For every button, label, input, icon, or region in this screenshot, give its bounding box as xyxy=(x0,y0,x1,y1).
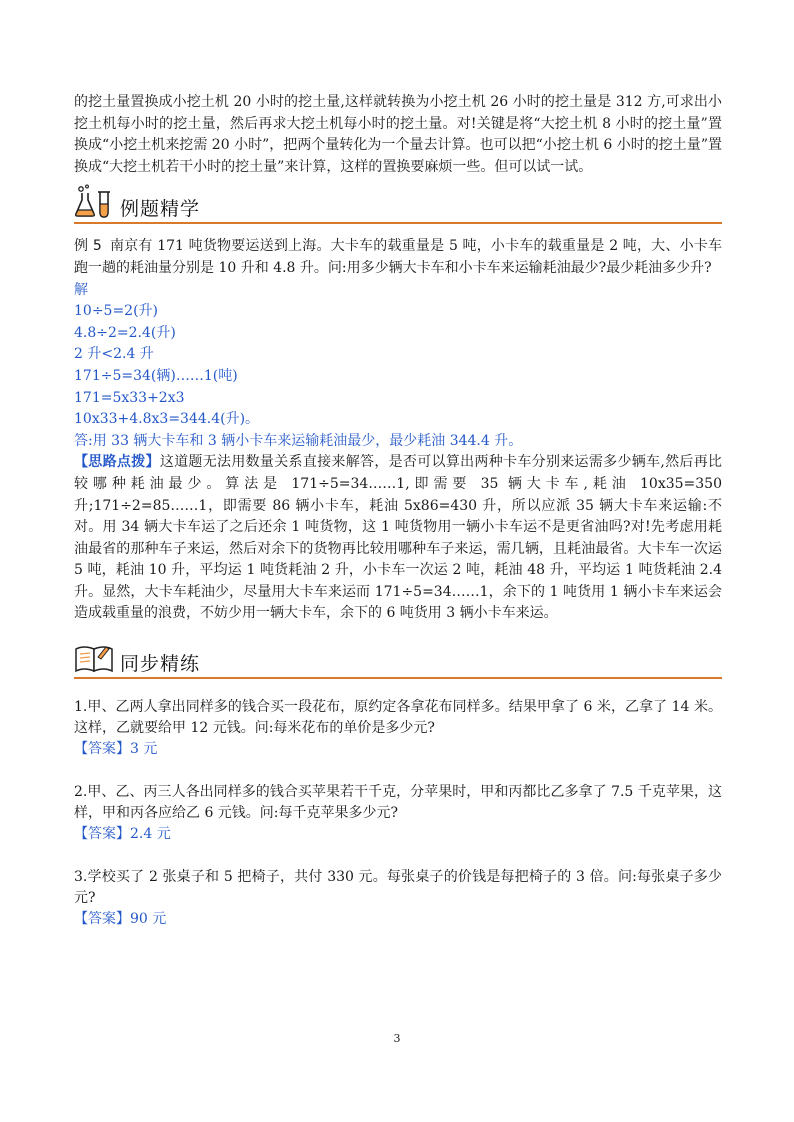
section-header-practice xyxy=(74,635,722,679)
hint-tag: 【思路点拨】 xyxy=(74,454,160,471)
exercise-item xyxy=(74,867,722,930)
page-number: 3 xyxy=(393,1032,401,1045)
section-title: 例题精学 xyxy=(120,198,201,221)
exercise-question: 3.学校买了 2 张桌子和 5 把椅子，共付 330 元。每张桌子的价钱是每把椅子的 3 倍。问:每张桌子多少元? xyxy=(74,869,722,907)
answer-value: 90 元 xyxy=(130,911,167,928)
example-question-text: 南京有 171 吨货物要运送到上海。大卡车的载重量是 5 吨，小卡车的载重量是 2 吨，大、小卡车跑一趟的耗油量分别是 10 升和 4.8 升。问:用多少辆大卡车和小卡车来运输耗油最少?最少耗油多少升? xyxy=(74,238,722,276)
example-label: 例 5 xyxy=(74,238,102,255)
exercise-question: 2.甲、乙、丙三人各出同样多的钱合买苹果若干千克，分苹果时，甲和丙都比乙多拿了 7.5 千克苹果，这样，甲和丙各应给乙 6 元钱。问:每千克苹果多少元? xyxy=(74,784,722,822)
section-divider xyxy=(74,677,722,679)
answer-value: 2.4 元 xyxy=(130,826,171,843)
exercise-answer xyxy=(74,739,722,760)
exercise-answer xyxy=(74,909,722,930)
flask-icon xyxy=(74,184,112,222)
exercise-item xyxy=(74,782,722,845)
solution-line: 171÷5=34(辆)……1(吨) xyxy=(74,367,238,384)
open-book-icon xyxy=(74,643,114,677)
answer-value: 3 元 xyxy=(130,741,158,758)
hint-paragraph xyxy=(74,452,722,625)
solution-line: 10÷5=2(升) xyxy=(74,303,159,320)
solution-line: 10x33+4.8x3=344.4(升)。 xyxy=(74,411,260,428)
section-title: 同步精练 xyxy=(120,653,201,676)
example-question xyxy=(74,236,722,279)
answer-tag: 【答案】 xyxy=(74,741,130,758)
solution-answer: 答:用 33 辆大卡车和 3 辆小卡车来运输耗油最少，最少耗油 344.4 升。 xyxy=(74,432,523,449)
exercise-answer xyxy=(74,824,722,845)
intro-paragraph: 的挖土量置换成小挖土机 20 小时的挖土量,这样就转换为小挖土机 26 小时的挖土量是 312 方,可求出小挖土机每小时的挖土量，然后再求大挖土机每小时的挖土量。对!关键是将“大挖土机 8 小时的挖土量”置换成“小挖土机来挖需 20 小时”，把两个量转化为一个量去计算。也可以把“小挖土机 6 小时的挖土量”置换成“大挖土机若干小时的挖土量”来计算，这样的置换要麻烦一些。但可以试一试。 xyxy=(74,94,722,175)
section-header-example xyxy=(74,180,722,224)
hint-text: 这道题无法用数量关系直接来解答，是否可以算出两种卡车分别来运需多少辆车,然后再比较哪种耗油最少。算法是 171÷5=34……1,即需要 35 辆大卡车,耗油 10x35=350 升;171÷2=85……1，即需要 86 辆小卡车，耗油 5x86=430 升，所以应派 35 辆大卡车来运输:不对。用 34 辆大卡车运了之后还余 1 吨货物，这 1 吨货物用一辆小卡车运不是更省油吗?对!先考虑用耗油最省的那种车子来运，然后对余下的货物再比较用哪种车子来运，需几辆，且耗油最省。大卡车一次运 5 吨，耗油 10 升，平均运 1 吨货耗油 2 升，小卡车一次运 2 吨，耗油 48 升，平均运 1 吨货耗油 2.4 升。显然，大卡车耗油少，尽量用大卡车来运而 171÷5=34……1，余下的 1 吨货用 1 辆小卡车来运会造成载重量的浪费，不妨少用一辆大卡车，余下的 6 吨货用 3 辆小卡车来运。 xyxy=(74,454,723,622)
section-divider xyxy=(74,222,722,224)
answer-tag: 【答案】 xyxy=(74,911,130,928)
exercise-question: 1.甲、乙两人拿出同样多的钱合买一段花布，原约定各拿花布同样多。结果甲拿了 6 米，乙拿了 14 米。这样，乙就要给甲 12 元钱。问:每米花布的单价是多少元? xyxy=(74,699,722,737)
answer-tag: 【答案】 xyxy=(74,826,130,843)
document-page xyxy=(74,92,722,930)
solution-line: 4.8÷2=2.4(升) xyxy=(74,324,176,341)
exercise-item xyxy=(74,697,722,760)
solution-line: 171=5x33+2x3 xyxy=(74,389,185,406)
solution-line: 2 升<2.4 升 xyxy=(74,346,154,363)
solution-label: 解 xyxy=(74,281,88,298)
